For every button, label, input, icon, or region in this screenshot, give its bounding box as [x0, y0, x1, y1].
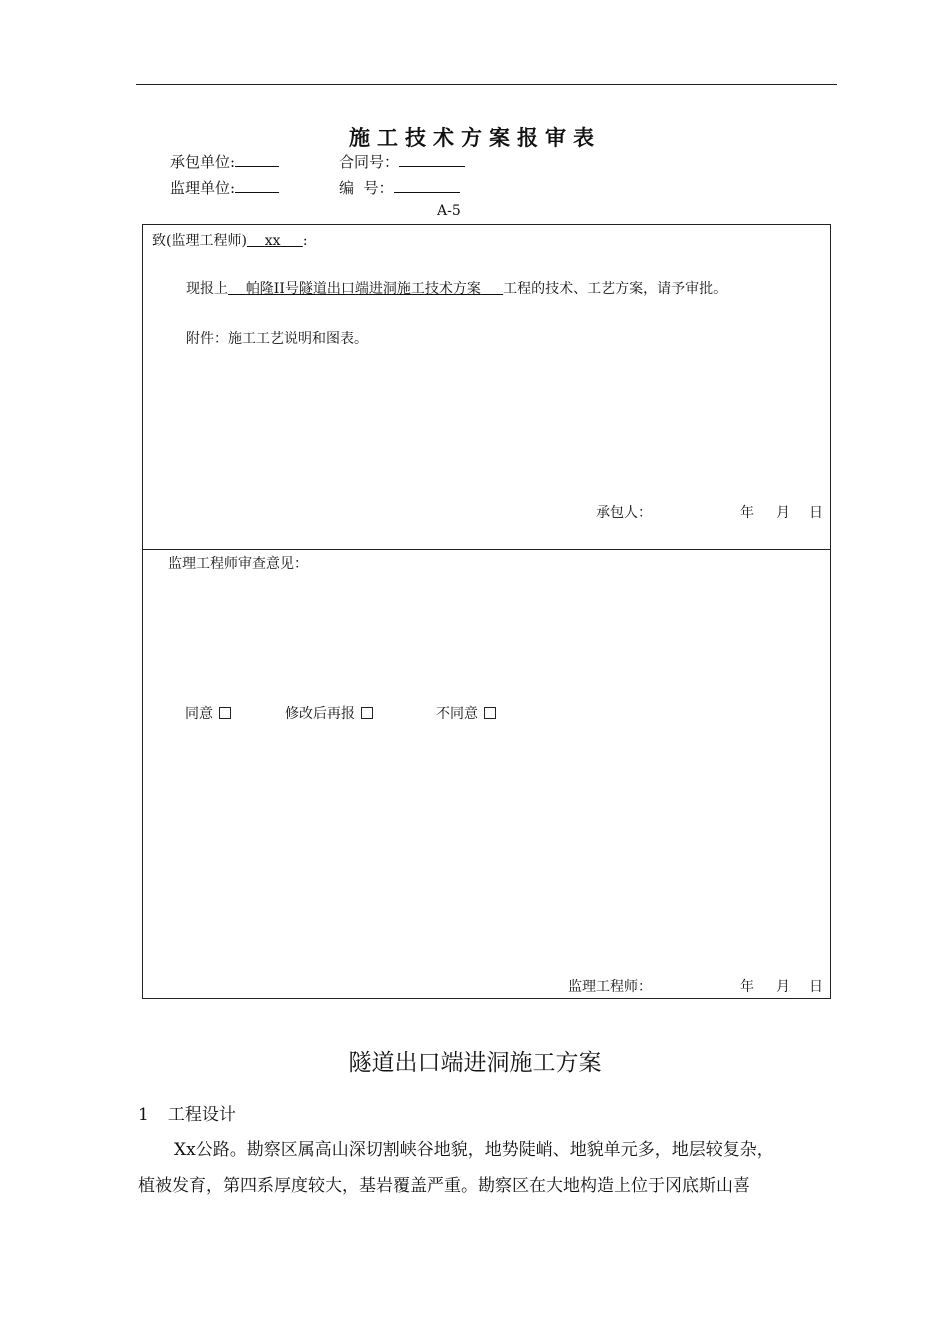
- engineer-date-year: 年: [740, 979, 754, 995]
- review-label: 监理工程师审查意见：: [168, 556, 308, 572]
- form-code: A-5: [437, 203, 461, 219]
- contractor-unit-label: 承包单位:: [170, 153, 236, 171]
- supervisor-unit-row: [170, 177, 279, 198]
- contractor-sign-label: 承包人：: [596, 505, 652, 521]
- section-title: 工程设计: [167, 1105, 236, 1125]
- contractor-date-year: 年: [740, 505, 754, 521]
- option-disagree[interactable]: 不同意: [436, 703, 496, 723]
- contract-no-label: 合同号：: [339, 153, 400, 171]
- contract-no-row: [339, 151, 465, 172]
- attachment-line: 附件：施工工艺说明和图表。: [186, 331, 368, 347]
- revise-checkbox[interactable]: [361, 707, 373, 719]
- contractor-date-month: 月: [776, 505, 790, 521]
- engineer-date-month: 月: [776, 979, 790, 995]
- contractor-unit-blank[interactable]: [235, 152, 279, 167]
- disagree-checkbox[interactable]: [484, 707, 496, 719]
- contract-no-blank[interactable]: [399, 152, 465, 167]
- document-title: 隧道出口端进洞施工方案: [348, 1050, 602, 1076]
- contractor-unit-row: [170, 151, 279, 172]
- submit-prefix: 现报上: [186, 281, 228, 297]
- engineer-date-day: 日: [809, 979, 823, 995]
- project-name[interactable]: 帕隆II号隧道出口端进洞施工技术方案: [245, 281, 481, 297]
- form-table: [142, 224, 831, 999]
- option-revise[interactable]: 修改后再报: [285, 703, 373, 723]
- form-divider: [143, 549, 830, 550]
- serial-no-label: 编 号：: [339, 179, 394, 197]
- serial-no-blank[interactable]: [394, 178, 460, 193]
- contractor-date-day: 日: [809, 505, 823, 521]
- option-agree[interactable]: 同意: [185, 703, 231, 723]
- addressee-line: 致(监理工程师) xx :: [152, 233, 308, 249]
- form-title: 施工技术方案报审表: [349, 125, 601, 150]
- submit-suffix: 工程的技术、工艺方案，请予审批。: [503, 281, 728, 297]
- section-heading: [138, 1100, 236, 1125]
- section-number: 1: [138, 1105, 149, 1125]
- supervisor-unit-label: 监理单位:: [170, 179, 236, 197]
- header-rule: [136, 84, 837, 85]
- supervisor-unit-blank[interactable]: [235, 178, 279, 193]
- submission-line: [186, 278, 727, 298]
- addressee-label: 致(监理工程师): [152, 233, 247, 249]
- agree-checkbox[interactable]: [219, 707, 231, 719]
- engineer-sign-label: 监理工程师：: [568, 979, 652, 995]
- paragraph-line-2: 植被发育，第四系厚度较大，基岩覆盖严重。勘察区在大地构造上位于冈底斯山喜: [138, 1176, 750, 1196]
- serial-no-row: [339, 177, 460, 198]
- paragraph-line-1: Xx公路。勘察区属高山深切割峡谷地貌，地势陡峭、地貌单元多，地层较复杂，: [174, 1140, 774, 1160]
- addressee-name[interactable]: xx: [264, 233, 281, 249]
